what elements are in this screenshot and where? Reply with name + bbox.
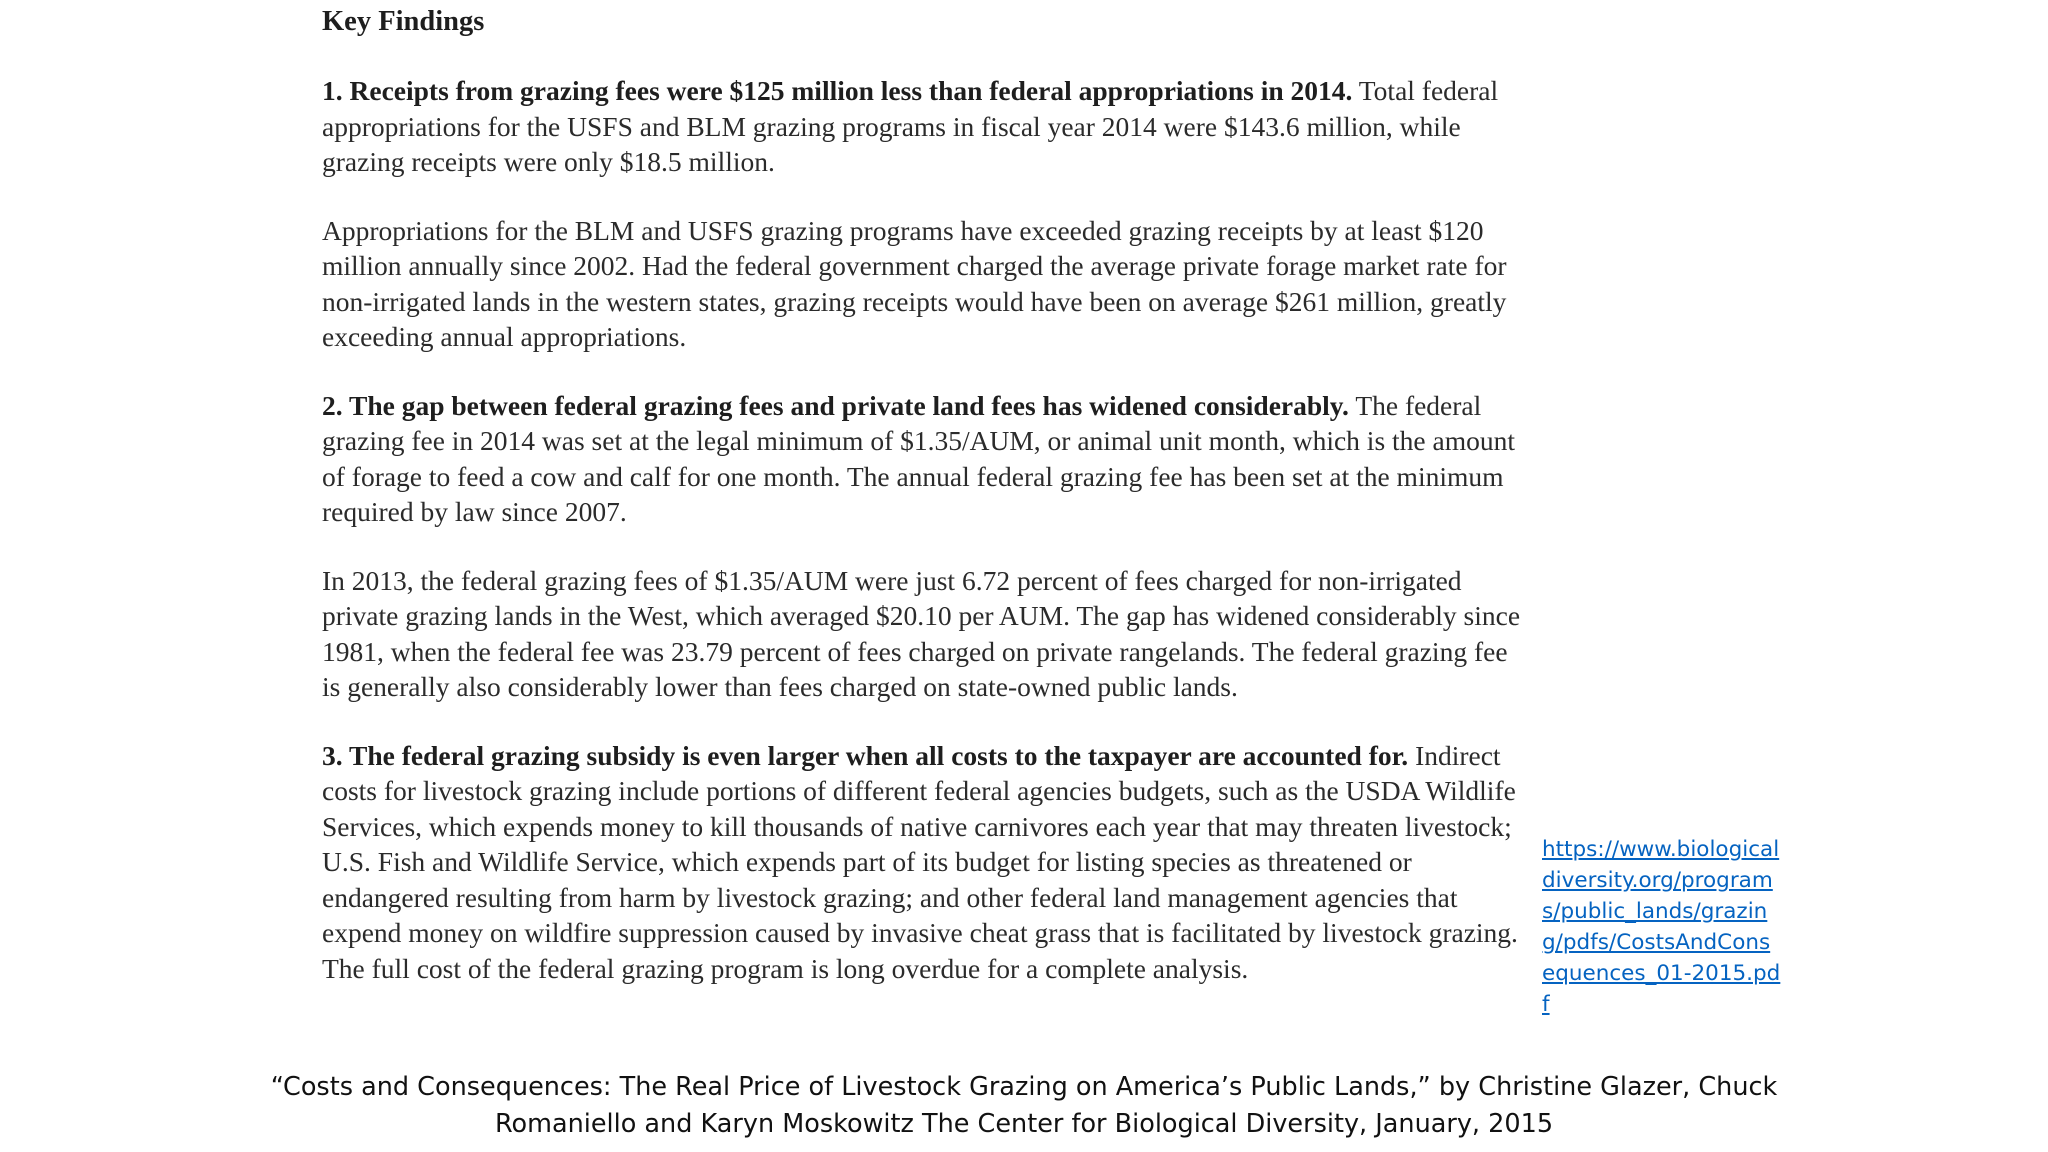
- finding-2-paragraph: [322, 388, 1522, 530]
- finding-1-paragraph-2: Appropriations for the BLM and USFS grazing programs have exceeded grazing receipts by at least $120 million annually since 2002. Had the federal government charged the average private forage market rate for non-irrigated lands in the western states, grazing receipts would have been on average $261 million, greatly exceeding annual appropriations.: [322, 214, 1507, 352]
- finding-1-paragraph: [322, 73, 1522, 180]
- finding-3-text: Indirect costs for livestock grazing include portions of different federal agencies budgets, such as the USDA Wildlife Services, which expends money to kill thousands of native carnivores each year that may threaten livestock; U.S. Fish and Wildlife Service, which expends part of its budget for listing species as threatened or endangered resulting from harm by livestock grazing; and other federal land management agencies that expend money on wildfire suppression caused by invasive cheat grass that is facilitated by livestock grazing. The full cost of the federal grazing program is long overdue for a complete analysis.: [322, 739, 1518, 984]
- source-url-link[interactable]: https://www.biologicaldiversity.org/programs/public_lands/grazing/pdfs/CostsAndConsequences_01-2015.pdf: [1542, 837, 1781, 1017]
- finding-2-text: The federal grazing fee in 2014 was set at the legal minimum of $1.35/AUM, or animal unit month, which is the amount of forage to feed a cow and calf for one month. The annual federal grazing fee has been set at the minimum required by law since 2007.: [322, 389, 1515, 527]
- finding-2-title: 2. The gap between federal grazing fees and private land fees has widened considerably.: [322, 389, 1349, 421]
- key-findings-document: [322, 4, 1522, 986]
- finding-2-paragraph-2: In 2013, the federal grazing fees of $1.35/AUM were just 6.72 percent of fees charged for non-irrigated private grazing lands in the West, which averaged $20.10 per AUM. The gap has widened considerably since 1981, when the federal fee was 23.79 percent of fees charged on private rangelands. The federal grazing fee is generally also considerably lower than fees charged on state-owned public lands.: [322, 564, 1521, 702]
- finding-1-text: Total federal appropriations for the USFS and BLM grazing programs in fiscal year 2014 were $143.6 million, while grazing receipts were only $18.5 million.: [322, 75, 1499, 177]
- document-heading: Key Findings: [322, 6, 485, 37]
- finding-3-paragraph: [322, 738, 1522, 987]
- finding-1-title: 1. Receipts from grazing fees were $125 million less than federal appropriations in 2014.: [322, 75, 1353, 106]
- citation-caption: “Costs and Consequences: The Real Price of Livestock Grazing on America’s Public Lands,” by Christine Glazer, Chuck Romaniello and Karyn Moskowitz The Center for Biological Diversity, January, 2015: [270, 1072, 1778, 1139]
- finding-3-title: 3. The federal grazing subsidy is even larger when all costs to the taxpayer are accounted for.: [322, 739, 1409, 771]
